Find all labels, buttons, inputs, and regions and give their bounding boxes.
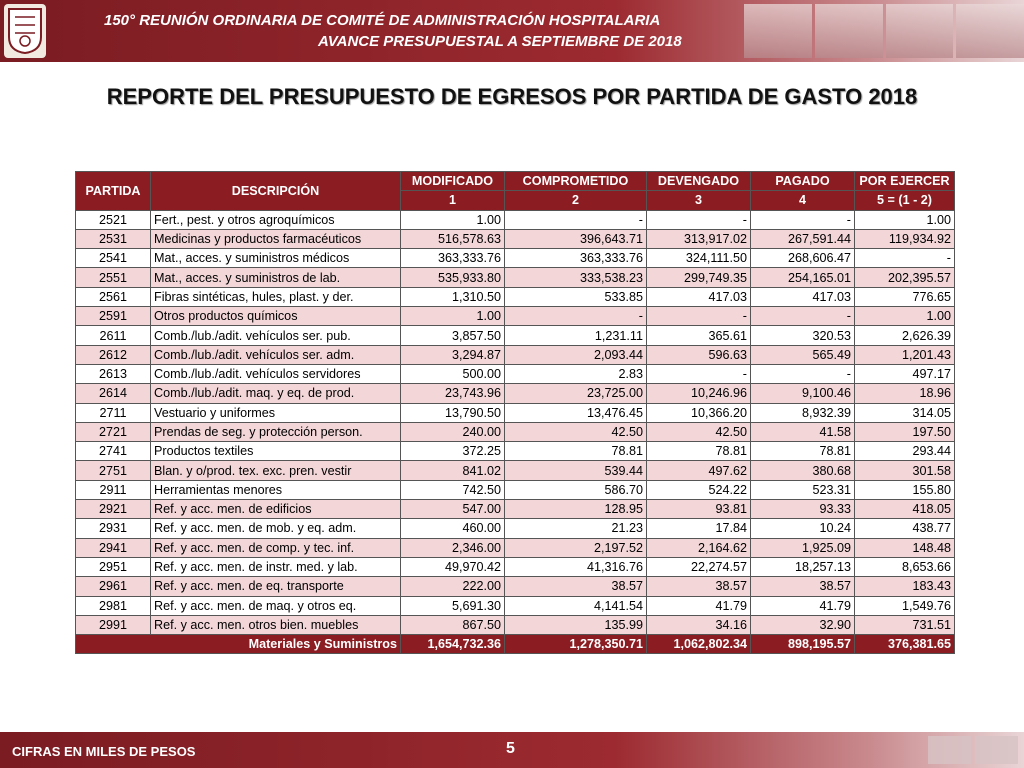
col-header-pagado: PAGADO [751, 172, 855, 191]
cell-comprometido: 586.70 [505, 480, 647, 499]
cell-descripcion: Fibras sintéticas, hules, plast. y der. [151, 287, 401, 306]
cell-pagado: 18,257.13 [751, 557, 855, 576]
cell-devengado: 299,749.35 [647, 268, 751, 287]
cell-pagado: 10.24 [751, 519, 855, 538]
cell-partida: 2721 [76, 422, 151, 441]
total-por-ejercer: 376,381.65 [855, 635, 955, 654]
cell-descripcion: Ref. y acc. men. de edificios [151, 500, 401, 519]
cell-devengado: 17.84 [647, 519, 751, 538]
table-row [76, 519, 955, 538]
cell-por-ejercer: 1.00 [855, 307, 955, 326]
col-subheader: 5 = (1 - 2) [855, 191, 955, 210]
cell-por-ejercer: 438.77 [855, 519, 955, 538]
cell-devengado: 10,246.96 [647, 384, 751, 403]
table-row [76, 287, 955, 306]
cell-partida: 2981 [76, 596, 151, 615]
cell-descripcion: Ref. y acc. men. de instr. med. y lab. [151, 557, 401, 576]
header-photo [886, 4, 954, 58]
cell-por-ejercer: 731.51 [855, 615, 955, 634]
table-row [76, 480, 955, 499]
total-pagado: 898,195.57 [751, 635, 855, 654]
cell-partida: 2961 [76, 577, 151, 596]
cell-modificado: 841.02 [401, 461, 505, 480]
cell-por-ejercer: 301.58 [855, 461, 955, 480]
cell-partida: 2613 [76, 364, 151, 383]
cell-comprometido: 363,333.76 [505, 249, 647, 268]
cell-devengado: 78.81 [647, 442, 751, 461]
cell-modificado: 13,790.50 [401, 403, 505, 422]
cell-comprometido: 21.23 [505, 519, 647, 538]
table-row [76, 557, 955, 576]
cell-descripcion: Fert., pest. y otros agroquímicos [151, 210, 401, 229]
cell-por-ejercer: 155.80 [855, 480, 955, 499]
cell-por-ejercer: 197.50 [855, 422, 955, 441]
cell-modificado: 240.00 [401, 422, 505, 441]
institution-seal-icon [4, 4, 46, 58]
cell-pagado: 254,165.01 [751, 268, 855, 287]
cell-pagado: 41.58 [751, 422, 855, 441]
cell-modificado: 372.25 [401, 442, 505, 461]
cell-descripcion: Ref. y acc. men. de mob. y eq. adm. [151, 519, 401, 538]
cell-partida: 2551 [76, 268, 151, 287]
cell-partida: 2711 [76, 403, 151, 422]
cell-comprometido: 2.83 [505, 364, 647, 383]
col-subheader: 2 [505, 191, 647, 210]
cell-pagado: 9,100.46 [751, 384, 855, 403]
col-subheader: 3 [647, 191, 751, 210]
budget-table [75, 171, 955, 654]
cell-por-ejercer: 314.05 [855, 403, 955, 422]
table-row [76, 210, 955, 229]
cell-devengado: 324,111.50 [647, 249, 751, 268]
cell-pagado: - [751, 364, 855, 383]
cell-pagado: 417.03 [751, 287, 855, 306]
cell-partida: 2941 [76, 538, 151, 557]
cell-comprometido: 333,538.23 [505, 268, 647, 287]
cell-por-ejercer: 119,934.92 [855, 229, 955, 248]
cell-modificado: 23,743.96 [401, 384, 505, 403]
cell-comprometido: 4,141.54 [505, 596, 647, 615]
cell-modificado: 3,857.50 [401, 326, 505, 345]
header-photo [956, 4, 1024, 58]
cell-comprometido: 128.95 [505, 500, 647, 519]
cell-por-ejercer: 1,549.76 [855, 596, 955, 615]
cell-descripcion: Herramientas menores [151, 480, 401, 499]
table-row [76, 615, 955, 634]
cell-comprometido: 42.50 [505, 422, 647, 441]
cell-modificado: 867.50 [401, 615, 505, 634]
cell-descripcion: Ref. y acc. men. de eq. transporte [151, 577, 401, 596]
cell-descripcion: Vestuario y uniformes [151, 403, 401, 422]
cell-pagado: 267,591.44 [751, 229, 855, 248]
header-photo-collage [744, 4, 1024, 58]
cell-devengado: 2,164.62 [647, 538, 751, 557]
cell-pagado: 320.53 [751, 326, 855, 345]
cell-comprometido: 533.85 [505, 287, 647, 306]
cell-partida: 2751 [76, 461, 151, 480]
cell-pagado: 32.90 [751, 615, 855, 634]
col-subheader: 4 [751, 191, 855, 210]
cell-modificado: 3,294.87 [401, 345, 505, 364]
cell-modificado: 5,691.30 [401, 596, 505, 615]
cell-pagado: 268,606.47 [751, 249, 855, 268]
cell-modificado: 1.00 [401, 210, 505, 229]
cell-por-ejercer: 8,653.66 [855, 557, 955, 576]
cell-por-ejercer: - [855, 249, 955, 268]
cell-por-ejercer: 18.96 [855, 384, 955, 403]
col-header-modificado: MODIFICADO [401, 172, 505, 191]
cell-devengado: 41.79 [647, 596, 751, 615]
cell-comprometido: 396,643.71 [505, 229, 647, 248]
cell-por-ejercer: 1.00 [855, 210, 955, 229]
cell-comprometido: 2,093.44 [505, 345, 647, 364]
cell-partida: 2591 [76, 307, 151, 326]
cell-devengado: 34.16 [647, 615, 751, 634]
cell-descripcion: Blan. y o/prod. tex. exc. pren. vestir [151, 461, 401, 480]
cell-pagado: 380.68 [751, 461, 855, 480]
table-row [76, 307, 955, 326]
cell-modificado: 547.00 [401, 500, 505, 519]
table-row [76, 249, 955, 268]
cell-partida: 2951 [76, 557, 151, 576]
cell-modificado: 49,970.42 [401, 557, 505, 576]
cell-modificado: 742.50 [401, 480, 505, 499]
header-title-line2: AVANCE PRESUPUESTAL A SEPTIEMBRE DE 2018 [318, 33, 682, 50]
budget-table-body [76, 210, 955, 635]
cell-comprometido: 135.99 [505, 615, 647, 634]
total-devengado: 1,062,802.34 [647, 635, 751, 654]
cell-descripcion: Prendas de seg. y protección person. [151, 422, 401, 441]
header-photo [815, 4, 883, 58]
cell-comprometido: - [505, 307, 647, 326]
col-header-por-ejercer: POR EJERCER [855, 172, 955, 191]
cell-modificado: 1.00 [401, 307, 505, 326]
header-title-line1: 150° REUNIÓN ORDINARIA DE COMITÉ DE ADMINISTRACIÓN HOSPITALARIA [104, 12, 661, 29]
cell-pagado: 1,925.09 [751, 538, 855, 557]
cell-por-ejercer: 293.44 [855, 442, 955, 461]
cell-por-ejercer: 497.17 [855, 364, 955, 383]
table-row [76, 500, 955, 519]
total-comprometido: 1,278,350.71 [505, 635, 647, 654]
col-header-partida: PARTIDA [76, 172, 151, 211]
cell-por-ejercer: 2,626.39 [855, 326, 955, 345]
col-header-comprometido: COMPROMETIDO [505, 172, 647, 191]
cell-devengado: 524.22 [647, 480, 751, 499]
cell-devengado: 93.81 [647, 500, 751, 519]
cell-por-ejercer: 776.65 [855, 287, 955, 306]
cell-descripcion: Medicinas y productos farmacéuticos [151, 229, 401, 248]
table-row [76, 229, 955, 248]
cell-pagado: 41.79 [751, 596, 855, 615]
cell-devengado: 38.57 [647, 577, 751, 596]
cell-descripcion: Ref. y acc. men. otros bien. muebles [151, 615, 401, 634]
cell-devengado: 10,366.20 [647, 403, 751, 422]
cell-devengado: 42.50 [647, 422, 751, 441]
cell-modificado: 1,310.50 [401, 287, 505, 306]
table-row [76, 384, 955, 403]
total-row [76, 635, 955, 654]
cell-pagado: 8,932.39 [751, 403, 855, 422]
footer-photo [928, 736, 971, 764]
cell-modificado: 2,346.00 [401, 538, 505, 557]
cell-por-ejercer: 418.05 [855, 500, 955, 519]
cell-comprometido: 539.44 [505, 461, 647, 480]
cell-pagado: 38.57 [751, 577, 855, 596]
cell-descripcion: Ref. y acc. men. de maq. y otros eq. [151, 596, 401, 615]
header-photo [744, 4, 812, 58]
cell-devengado: 313,917.02 [647, 229, 751, 248]
cell-comprometido: 23,725.00 [505, 384, 647, 403]
cell-devengado: - [647, 364, 751, 383]
cell-pagado: - [751, 210, 855, 229]
cell-partida: 2911 [76, 480, 151, 499]
cell-comprometido: 78.81 [505, 442, 647, 461]
cell-partida: 2541 [76, 249, 151, 268]
cell-devengado: 497.62 [647, 461, 751, 480]
cell-por-ejercer: 183.43 [855, 577, 955, 596]
cell-devengado: 365.61 [647, 326, 751, 345]
cell-partida: 2921 [76, 500, 151, 519]
cell-por-ejercer: 1,201.43 [855, 345, 955, 364]
col-header-descripcion: DESCRIPCIÓN [151, 172, 401, 211]
table-row [76, 596, 955, 615]
table-row [76, 403, 955, 422]
cell-partida: 2931 [76, 519, 151, 538]
cell-pagado: 565.49 [751, 345, 855, 364]
table-row [76, 538, 955, 557]
cell-descripcion: Comb./lub./adit. vehículos servidores [151, 364, 401, 383]
cell-descripcion: Otros productos químicos [151, 307, 401, 326]
cell-descripcion: Mat., acces. y suministros de lab. [151, 268, 401, 287]
cell-partida: 2991 [76, 615, 151, 634]
cell-devengado: 596.63 [647, 345, 751, 364]
cell-devengado: - [647, 307, 751, 326]
footer-building-images [928, 736, 1018, 764]
cell-partida: 2612 [76, 345, 151, 364]
page-title: REPORTE DEL PRESUPUESTO DE EGRESOS POR PARTIDA DE GASTO 2018 [106, 84, 918, 109]
table-row [76, 345, 955, 364]
table-row [76, 326, 955, 345]
table-row [76, 577, 955, 596]
cell-partida: 2561 [76, 287, 151, 306]
page-number: 5 [506, 740, 515, 757]
cell-comprometido: 41,316.76 [505, 557, 647, 576]
cell-comprometido: 13,476.45 [505, 403, 647, 422]
table-row [76, 364, 955, 383]
cell-pagado: - [751, 307, 855, 326]
cell-modificado: 222.00 [401, 577, 505, 596]
cell-modificado: 460.00 [401, 519, 505, 538]
cell-descripcion: Comb./lub./adit. vehículos ser. pub. [151, 326, 401, 345]
cell-devengado: 417.03 [647, 287, 751, 306]
cell-devengado: - [647, 210, 751, 229]
footer-note: CIFRAS EN MILES DE PESOS [12, 744, 196, 759]
table-row [76, 268, 955, 287]
cell-partida: 2614 [76, 384, 151, 403]
total-label: Materiales y Suministros [76, 635, 401, 654]
cell-descripcion: Comb./lub./adit. maq. y eq. de prod. [151, 384, 401, 403]
cell-partida: 2611 [76, 326, 151, 345]
footer-photo [975, 736, 1018, 764]
cell-modificado: 516,578.63 [401, 229, 505, 248]
col-header-devengado: DEVENGADO [647, 172, 751, 191]
cell-descripcion: Mat., acces. y suministros médicos [151, 249, 401, 268]
cell-por-ejercer: 148.48 [855, 538, 955, 557]
col-subheader: 1 [401, 191, 505, 210]
table-row [76, 422, 955, 441]
cell-modificado: 535,933.80 [401, 268, 505, 287]
cell-descripcion: Comb./lub./adit. vehículos ser. adm. [151, 345, 401, 364]
cell-comprometido: - [505, 210, 647, 229]
cell-descripcion: Productos textiles [151, 442, 401, 461]
cell-descripcion: Ref. y acc. men. de comp. y tec. inf. [151, 538, 401, 557]
cell-partida: 2521 [76, 210, 151, 229]
cell-partida: 2741 [76, 442, 151, 461]
cell-comprometido: 1,231.11 [505, 326, 647, 345]
cell-por-ejercer: 202,395.57 [855, 268, 955, 287]
total-modificado: 1,654,732.36 [401, 635, 505, 654]
cell-modificado: 500.00 [401, 364, 505, 383]
cell-pagado: 93.33 [751, 500, 855, 519]
table-row [76, 442, 955, 461]
cell-comprometido: 2,197.52 [505, 538, 647, 557]
cell-comprometido: 38.57 [505, 577, 647, 596]
cell-pagado: 523.31 [751, 480, 855, 499]
cell-modificado: 363,333.76 [401, 249, 505, 268]
cell-partida: 2531 [76, 229, 151, 248]
table-row [76, 461, 955, 480]
cell-devengado: 22,274.57 [647, 557, 751, 576]
cell-pagado: 78.81 [751, 442, 855, 461]
